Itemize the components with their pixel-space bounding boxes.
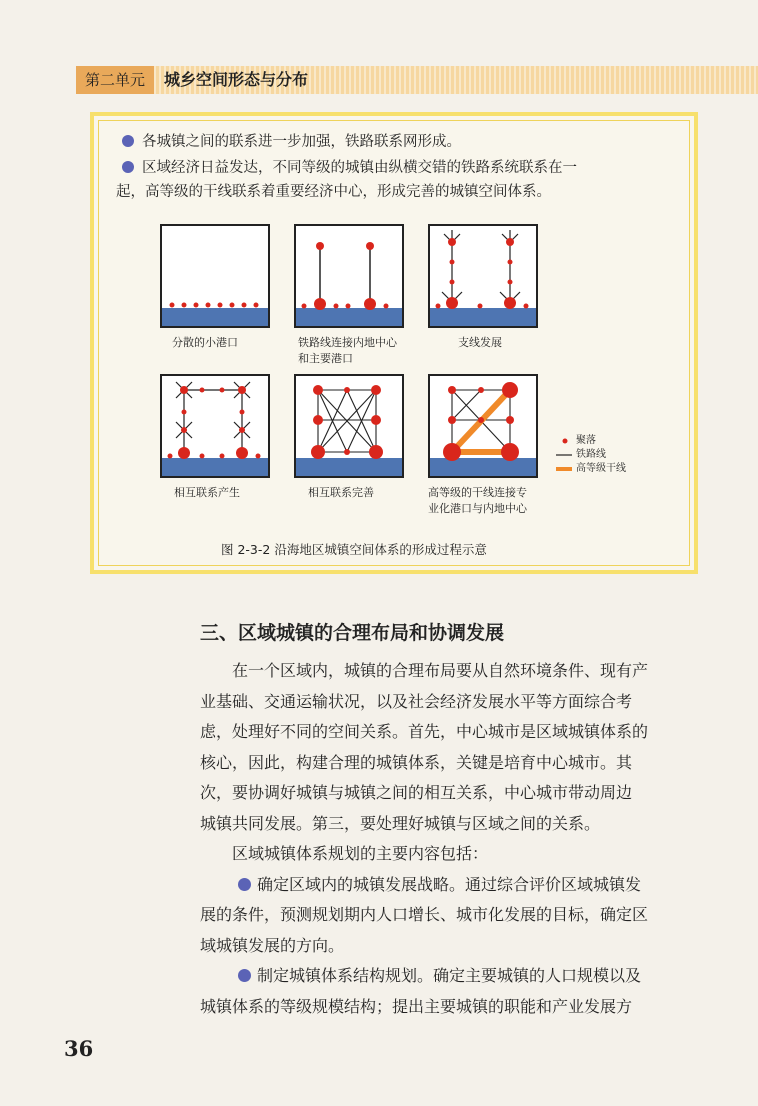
panel-2-graphic <box>296 226 402 326</box>
panel-2-caption: 铁路线连接内地中心 和主要港口 <box>298 336 397 365</box>
body-line: 业基础、交通运输状况，以及社会经济发展水平等方面综合考 <box>200 691 633 711</box>
unit-title: 城乡空间形态与分布 <box>164 70 309 89</box>
diagram-panel-trunk-lines <box>428 374 538 478</box>
box-bullet-2: 区域经济日益发达，不同等级的城镇由纵横交错的铁路系统联系在一 <box>122 156 577 180</box>
panel-1-graphic <box>162 226 268 326</box>
panel-4-caption: 相互联系产生 <box>174 486 240 499</box>
trunk-line-icon <box>554 462 574 476</box>
bullet-dot-icon <box>122 135 134 147</box>
panel-5-caption: 相互联系完善 <box>308 486 374 499</box>
body-line: 次，要协调好城镇与城镇之间的相互关系，中心城市带动周边 <box>200 783 633 802</box>
body-text <box>200 656 700 1022</box>
legend-trunk-line: 高等级干线 <box>554 462 626 476</box>
panel-6-graphic <box>430 376 536 476</box>
panel-6-caption: 高等级的干线连接专 业化港口与内地中心 <box>428 486 527 515</box>
panel-3-graphic <box>430 226 536 326</box>
panel-4-graphic <box>162 376 268 476</box>
figure-caption: 图 2-3-2 沿海地区城镇空间体系的形成过程示意 <box>221 542 487 557</box>
panel-3-caption: 支线发展 <box>458 336 502 349</box>
unit-label: 第二单元 <box>76 66 154 94</box>
diagram-panel-links-complete <box>294 374 404 478</box>
box-bullet-1: 各城镇之间的联系进一步加强，铁路联系网形成。 <box>122 130 461 154</box>
bullet-dot-icon <box>238 969 251 982</box>
diagram-panel-railway-link <box>294 224 404 328</box>
section-heading: 三、区域城镇的合理布局和协调发展 <box>200 622 505 644</box>
settlement-dot-icon <box>558 434 572 448</box>
body-line: 核心，因此，构建合理的城镇体系，关键是培育中心城市。其 <box>200 752 633 772</box>
body-line: 域城镇发展的方向。 <box>200 935 345 955</box>
bullet-dot-icon <box>122 161 134 173</box>
panel-5-graphic <box>296 376 402 476</box>
panel-1-caption: 分散的小港口 <box>172 336 238 349</box>
unit-header <box>76 66 758 94</box>
diagram-panel-scattered-ports <box>160 224 270 328</box>
diagram-legend <box>554 434 626 476</box>
body-line: 区域城镇体系规划的主要内容包括： <box>232 844 489 863</box>
figure-box <box>90 112 698 574</box>
legend-railway: 铁路线 <box>554 448 626 462</box>
railway-line-icon <box>554 448 574 462</box>
box-bullet-2-cont: 起，高等级的干线联系着重要经济中心，形成完善的城镇空间体系。 <box>116 184 551 200</box>
body-bullet-line: 制定城镇体系结构规划。确定主要城镇的人口规模以及 <box>200 961 700 992</box>
legend-settlement: 聚落 <box>554 434 626 448</box>
diagram-panel-mutual-links <box>160 374 270 478</box>
body-line: 展的条件，预测规划期内人口增长、城市化发展的目标，确定区 <box>200 905 649 924</box>
body-line: 城镇体系的等级规模结构；提出主要城镇的职能和产业发展方 <box>200 996 633 1016</box>
bullet-dot-icon <box>238 878 251 891</box>
page-number: 36 <box>64 1036 94 1061</box>
body-line: 在一个区域内，城镇的合理布局要从自然环境条件、现有产 <box>232 661 649 680</box>
body-line: 虑，处理好不同的空间关系。首先，中心城市是区域城镇体系的 <box>200 722 649 741</box>
body-line: 城镇共同发展。第三，要处理好城镇与区域之间的关系。 <box>200 813 601 833</box>
diagram-panel-branch-lines <box>428 224 538 328</box>
body-bullet-line: 确定区域内的城镇发展战略。通过综合评价区域城镇发 <box>200 870 700 901</box>
